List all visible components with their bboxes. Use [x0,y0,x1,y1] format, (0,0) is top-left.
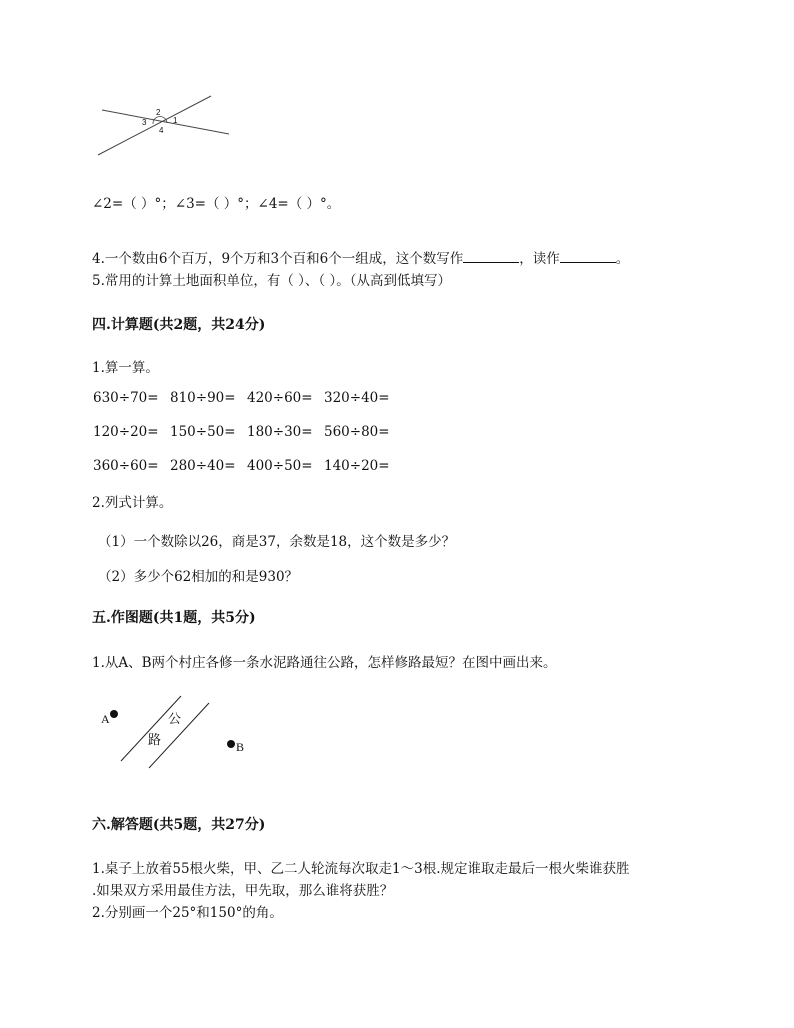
s6-q1-line-2: .如果双方采用最佳方法，甲先取，那么谁将获胜？ [92,883,394,899]
calc-row-1 [93,390,401,406]
calc-item: 180÷30= [247,424,313,440]
s4-q2-title: 2.列式计算。 [92,495,173,511]
calc-row-3 [93,458,401,474]
q4-text-b: ，读作 [519,251,560,267]
section-5-heading: 五.作图题(共1题，共5分) [92,610,256,626]
line-1 [98,96,211,155]
q4-text-c: 。 [615,251,630,267]
section-6-heading: 六.解答题(共5题，共27分) [92,817,266,833]
calc-item: 120÷20= [93,424,159,440]
calc-item: 150÷50= [170,424,236,440]
road-char-1: 公 [168,712,182,727]
point-b [227,740,235,748]
s4-q2-item-1: （1）一个数除以26，商是37，余数是18，这个数是多少？ [98,534,456,550]
q4-text-a: 4.一个数由6个百万，9个万和3个百和6个一组成，这个数写作 [92,251,464,267]
point-a [110,710,118,718]
angle-label-1: 1 [173,116,178,125]
calc-item: 280÷40= [170,458,236,474]
calc-item: 360÷60= [93,458,159,474]
angle-label-3: 3 [142,118,147,127]
point-b-label: B [236,740,245,754]
calc-item: 420÷60= [247,390,313,406]
angle-answer-line: ∠2=（ ）°；∠3=（ ）°；∠4=（ ）°。 [92,196,341,212]
point-a-label: A [101,712,110,726]
road-edge-left [121,696,181,761]
calc-row-2 [93,424,401,440]
s4-q1-title: 1.算一算。 [92,360,159,376]
question-5: 5.常用的计算土地面积单位，有（ ）、（ ）。（从高到低填写） [92,273,451,289]
q4-blank-write[interactable] [463,250,519,263]
road-char-2: 路 [148,733,162,748]
angle-label-4: 4 [159,126,164,135]
calc-item: 560÷80= [324,424,390,440]
s5-q1: 1.从A、B两个村庄各修一条水泥路通往公路，怎样修路最短？在图中画出来。 [92,655,557,671]
s6-q2: 2.分别画一个25°和150°的角。 [92,905,283,921]
calc-item: 810÷90= [170,390,236,406]
road-figure [98,692,278,772]
angle-label-2: 2 [156,108,161,117]
calc-item: 320÷40= [324,390,390,406]
s4-q2-item-2: （2）多少个62相加的和是930？ [98,569,299,585]
s6-q1-line-1: 1.桌子上放着55根火柴，甲、乙二人轮流每次取走1～3根.规定谁取走最后一根火柴谁获胜 [92,861,630,877]
section-4-heading: 四.计算题(共2题，共24分) [92,317,266,333]
calc-item: 400÷50= [247,458,313,474]
calc-item: 630÷70= [93,390,159,406]
question-4 [92,247,629,267]
intersecting-lines-figure [95,93,235,158]
calc-item: 140÷20= [324,458,390,474]
line-2 [102,110,229,134]
q4-blank-read[interactable] [560,250,616,263]
